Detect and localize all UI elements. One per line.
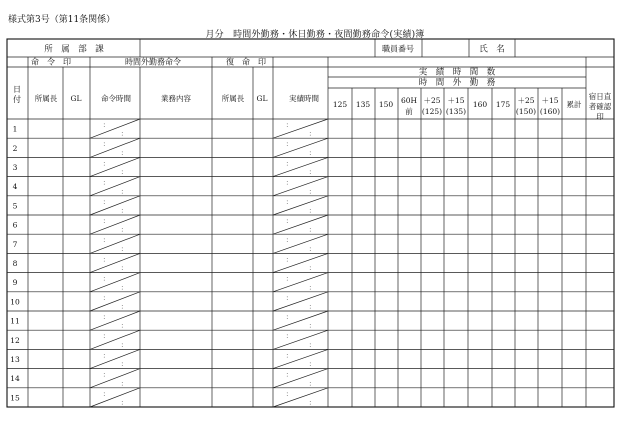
order-time-cell-diagonal — [90, 177, 140, 196]
actual-time-cell-diagonal — [273, 292, 328, 311]
actual-time-cell-diagonal — [273, 311, 328, 330]
order-time-cell-start-colon: ： — [102, 159, 110, 168]
order-time-cell-diagonal — [90, 215, 140, 234]
order-time-cell-end-colon: ： — [120, 129, 128, 138]
rate-125-label: 125 — [332, 100, 348, 109]
plus25-125-label-1: ＋25 — [423, 96, 441, 105]
actual-time-cell-diagonal — [273, 215, 328, 234]
order-time-cell-end-colon: ： — [120, 360, 128, 369]
actual-time-cell-diagonal — [273, 196, 328, 215]
order-time-cell-diagonal — [90, 292, 140, 311]
actual-time-cell-end-colon: ： — [308, 398, 316, 407]
actual-time-cell-diagonal — [273, 253, 328, 272]
order-time-cell-diagonal — [90, 138, 140, 157]
order-seal-label: 命 令 印 — [31, 57, 71, 67]
actual-time-cell-end-colon: ： — [308, 168, 316, 177]
date-col-label-1: 日 — [13, 85, 21, 94]
table-rows — [10, 119, 328, 407]
order-time-cell-end-colon: ： — [120, 302, 128, 311]
order-time-cell-diagonal — [90, 369, 140, 388]
order-time-cell-start-colon: ： — [102, 332, 110, 341]
actual-time-cell-start-colon: ： — [285, 178, 293, 187]
day-number: 11 — [10, 316, 20, 326]
actual-time-cell-diagonal — [273, 349, 328, 368]
chief2-col-label: 所属長 — [221, 94, 245, 103]
day-number: 3 — [12, 163, 18, 172]
order-time-cell-start-colon: ： — [102, 217, 110, 225]
actual-time-cell-diagonal — [273, 157, 328, 176]
subtotal-label: 累計 — [566, 100, 582, 109]
order-time-cell-end-colon: ： — [120, 379, 128, 388]
order-time-cell-start-colon: ： — [102, 293, 110, 302]
order-time-cell-end-colon: ： — [120, 321, 128, 330]
day-number: 1 — [12, 124, 18, 134]
actual-time-cell-diagonal — [273, 369, 328, 388]
day-number: 5 — [12, 201, 18, 211]
order-time-cell-start-colon: ： — [102, 389, 110, 398]
actual-time-cell-end-colon: ： — [308, 283, 316, 292]
actual-time-cell-start-colon: ： — [285, 351, 293, 360]
plus15-135-label-1: ＋15 — [447, 96, 465, 105]
overtime-order-label: 時間外勤務命令 — [125, 57, 181, 67]
actual-time-cell-start-colon: ： — [285, 370, 293, 379]
day-number: 13 — [10, 355, 20, 364]
actual-time-cell-start-colon: ： — [285, 197, 293, 206]
day-number: 10 — [10, 297, 20, 307]
order-time-cell-diagonal — [90, 388, 140, 407]
order-time-cell-start-colon: ： — [102, 236, 110, 245]
gl-col-label: GL — [70, 94, 82, 103]
actual-hours-label: 実 績 時 間 数 — [418, 67, 496, 78]
rate-160-label: 160 — [472, 100, 488, 109]
plus25-150-label-2: (150) — [515, 107, 537, 116]
plus15-135-label-2: (135) — [445, 107, 467, 116]
actual-time-cell-end-colon: ： — [308, 264, 316, 273]
actual-time-cell-diagonal — [273, 388, 328, 407]
actual-time-cell-start-colon: ： — [285, 217, 293, 225]
actual-time-cell-start-colon: ： — [285, 313, 293, 321]
order-time-col-label: 命令時間 — [101, 94, 131, 103]
sixty-h-label-1: 60H — [400, 96, 418, 105]
order-time-cell-end-colon: ： — [120, 340, 128, 349]
work-content-col-label: 業務内容 — [161, 94, 191, 103]
order-time-cell-diagonal — [90, 349, 140, 368]
order-time-cell-diagonal — [90, 119, 140, 138]
order-time-cell-end-colon: ： — [120, 264, 128, 273]
actual-time-cell-diagonal — [273, 138, 328, 157]
order-time-cell-end-colon: ： — [120, 148, 128, 157]
actual-time-cell-end-colon: ： — [308, 379, 316, 388]
day-number: 6 — [12, 220, 18, 230]
actual-time-cell-end-colon: ： — [308, 360, 316, 369]
order-time-cell-diagonal — [90, 273, 140, 292]
date-col-label-2: 付 — [13, 95, 21, 104]
plus25-150-label-1: ＋25 — [517, 96, 535, 105]
overtime-work-label: 時 間 外 勤 務 — [418, 78, 496, 88]
form-number: 様式第3号（第11条関係） — [8, 15, 116, 25]
plus25-125-label-2: (125) — [421, 107, 443, 116]
order-time-cell-end-colon: ： — [120, 283, 128, 292]
day-number: 15 — [10, 393, 20, 403]
day-number: 8 — [12, 259, 18, 268]
order-time-cell-start-colon: ： — [102, 140, 110, 149]
order-time-cell-start-colon: ： — [102, 351, 110, 360]
day-number: 9 — [12, 278, 18, 288]
order-time-cell-start-colon: ： — [102, 370, 110, 379]
order-time-cell-diagonal — [90, 311, 140, 330]
actual-time-cell-start-colon: ： — [285, 274, 293, 283]
actual-time-cell-end-colon: ： — [308, 225, 316, 234]
order-time-cell-end-colon: ： — [120, 398, 128, 407]
actual-time-cell-diagonal — [273, 234, 328, 253]
plus15-160-label-2: (160) — [539, 107, 561, 116]
order-time-cell-diagonal — [90, 253, 140, 272]
actual-time-cell-start-colon: ： — [285, 255, 293, 264]
order-time-cell-start-colon: ： — [102, 255, 110, 264]
order-time-cell-diagonal — [90, 157, 140, 176]
actual-time-cell-start-colon: ： — [285, 236, 293, 245]
staff-number-label: 職員番号 — [382, 44, 414, 54]
actual-time-cell-end-colon: ： — [308, 321, 316, 330]
rate-175-label: 175 — [495, 100, 511, 109]
actual-time-cell-end-colon: ： — [308, 206, 316, 215]
order-time-cell-diagonal — [90, 330, 140, 349]
actual-time-cell-end-colon: ： — [308, 129, 316, 138]
actual-time-cell-end-colon: ： — [308, 302, 316, 311]
order-time-cell-diagonal — [90, 196, 140, 215]
order-time-cell-start-colon: ： — [102, 121, 110, 129]
plus15-160-label-1: ＋15 — [541, 96, 559, 105]
order-time-cell-diagonal — [90, 234, 140, 253]
sixty-h-label-2: 前 — [405, 107, 413, 116]
actual-time-col-label: 実績時間 — [289, 94, 319, 103]
actual-time-cell-diagonal — [273, 330, 328, 349]
rate-135-label: 135 — [355, 100, 371, 109]
order-time-cell-start-colon: ： — [102, 274, 110, 283]
order-time-cell-end-colon: ： — [120, 206, 128, 215]
actual-time-cell-end-colon: ： — [308, 340, 316, 349]
actual-time-cell-end-colon: ： — [308, 244, 316, 253]
chief-col-label: 所属長 — [34, 94, 58, 103]
day-number: 7 — [12, 239, 18, 249]
day-number: 4 — [12, 182, 18, 192]
return-seal-label: 復 命 印 — [226, 57, 266, 67]
actual-time-cell-start-colon: ： — [285, 293, 293, 302]
department-label: 所 属 部 課 — [44, 44, 104, 55]
day-number: 2 — [12, 143, 18, 153]
actual-time-cell-diagonal — [273, 177, 328, 196]
document-title: 月分 時間外勤務・休日勤務・夜間勤務命令(実績)簿 — [205, 30, 425, 40]
order-time-cell-end-colon: ： — [120, 187, 128, 196]
actual-time-cell-start-colon: ： — [285, 121, 293, 129]
rate-150-label: 150 — [378, 100, 394, 109]
actual-time-cell-start-colon: ： — [285, 332, 293, 341]
duty-seal-label-2: 者確認 — [588, 102, 612, 111]
actual-time-cell-diagonal — [273, 273, 328, 292]
name-label: 氏 名 — [479, 44, 505, 55]
day-number: 14 — [10, 374, 20, 384]
order-time-cell-end-colon: ： — [120, 244, 128, 253]
actual-time-cell-start-colon: ： — [285, 140, 293, 149]
actual-time-cell-end-colon: ： — [308, 148, 316, 157]
order-time-cell-start-colon: ： — [102, 178, 110, 187]
duty-seal-label-3: 印 — [596, 112, 604, 121]
actual-time-cell-end-colon: ： — [308, 187, 316, 196]
gl2-col-label: GL — [256, 94, 268, 103]
actual-time-cell-diagonal — [273, 119, 328, 138]
day-number: 12 — [10, 335, 20, 345]
order-time-cell-start-colon: ： — [102, 197, 110, 206]
actual-time-cell-start-colon: ： — [285, 389, 293, 398]
duty-seal-label-1: 宿日直 — [588, 92, 612, 101]
actual-time-cell-start-colon: ： — [285, 159, 293, 168]
order-time-cell-end-colon: ： — [120, 225, 128, 234]
order-time-cell-end-colon: ： — [120, 168, 128, 177]
order-time-cell-start-colon: ： — [102, 313, 110, 321]
